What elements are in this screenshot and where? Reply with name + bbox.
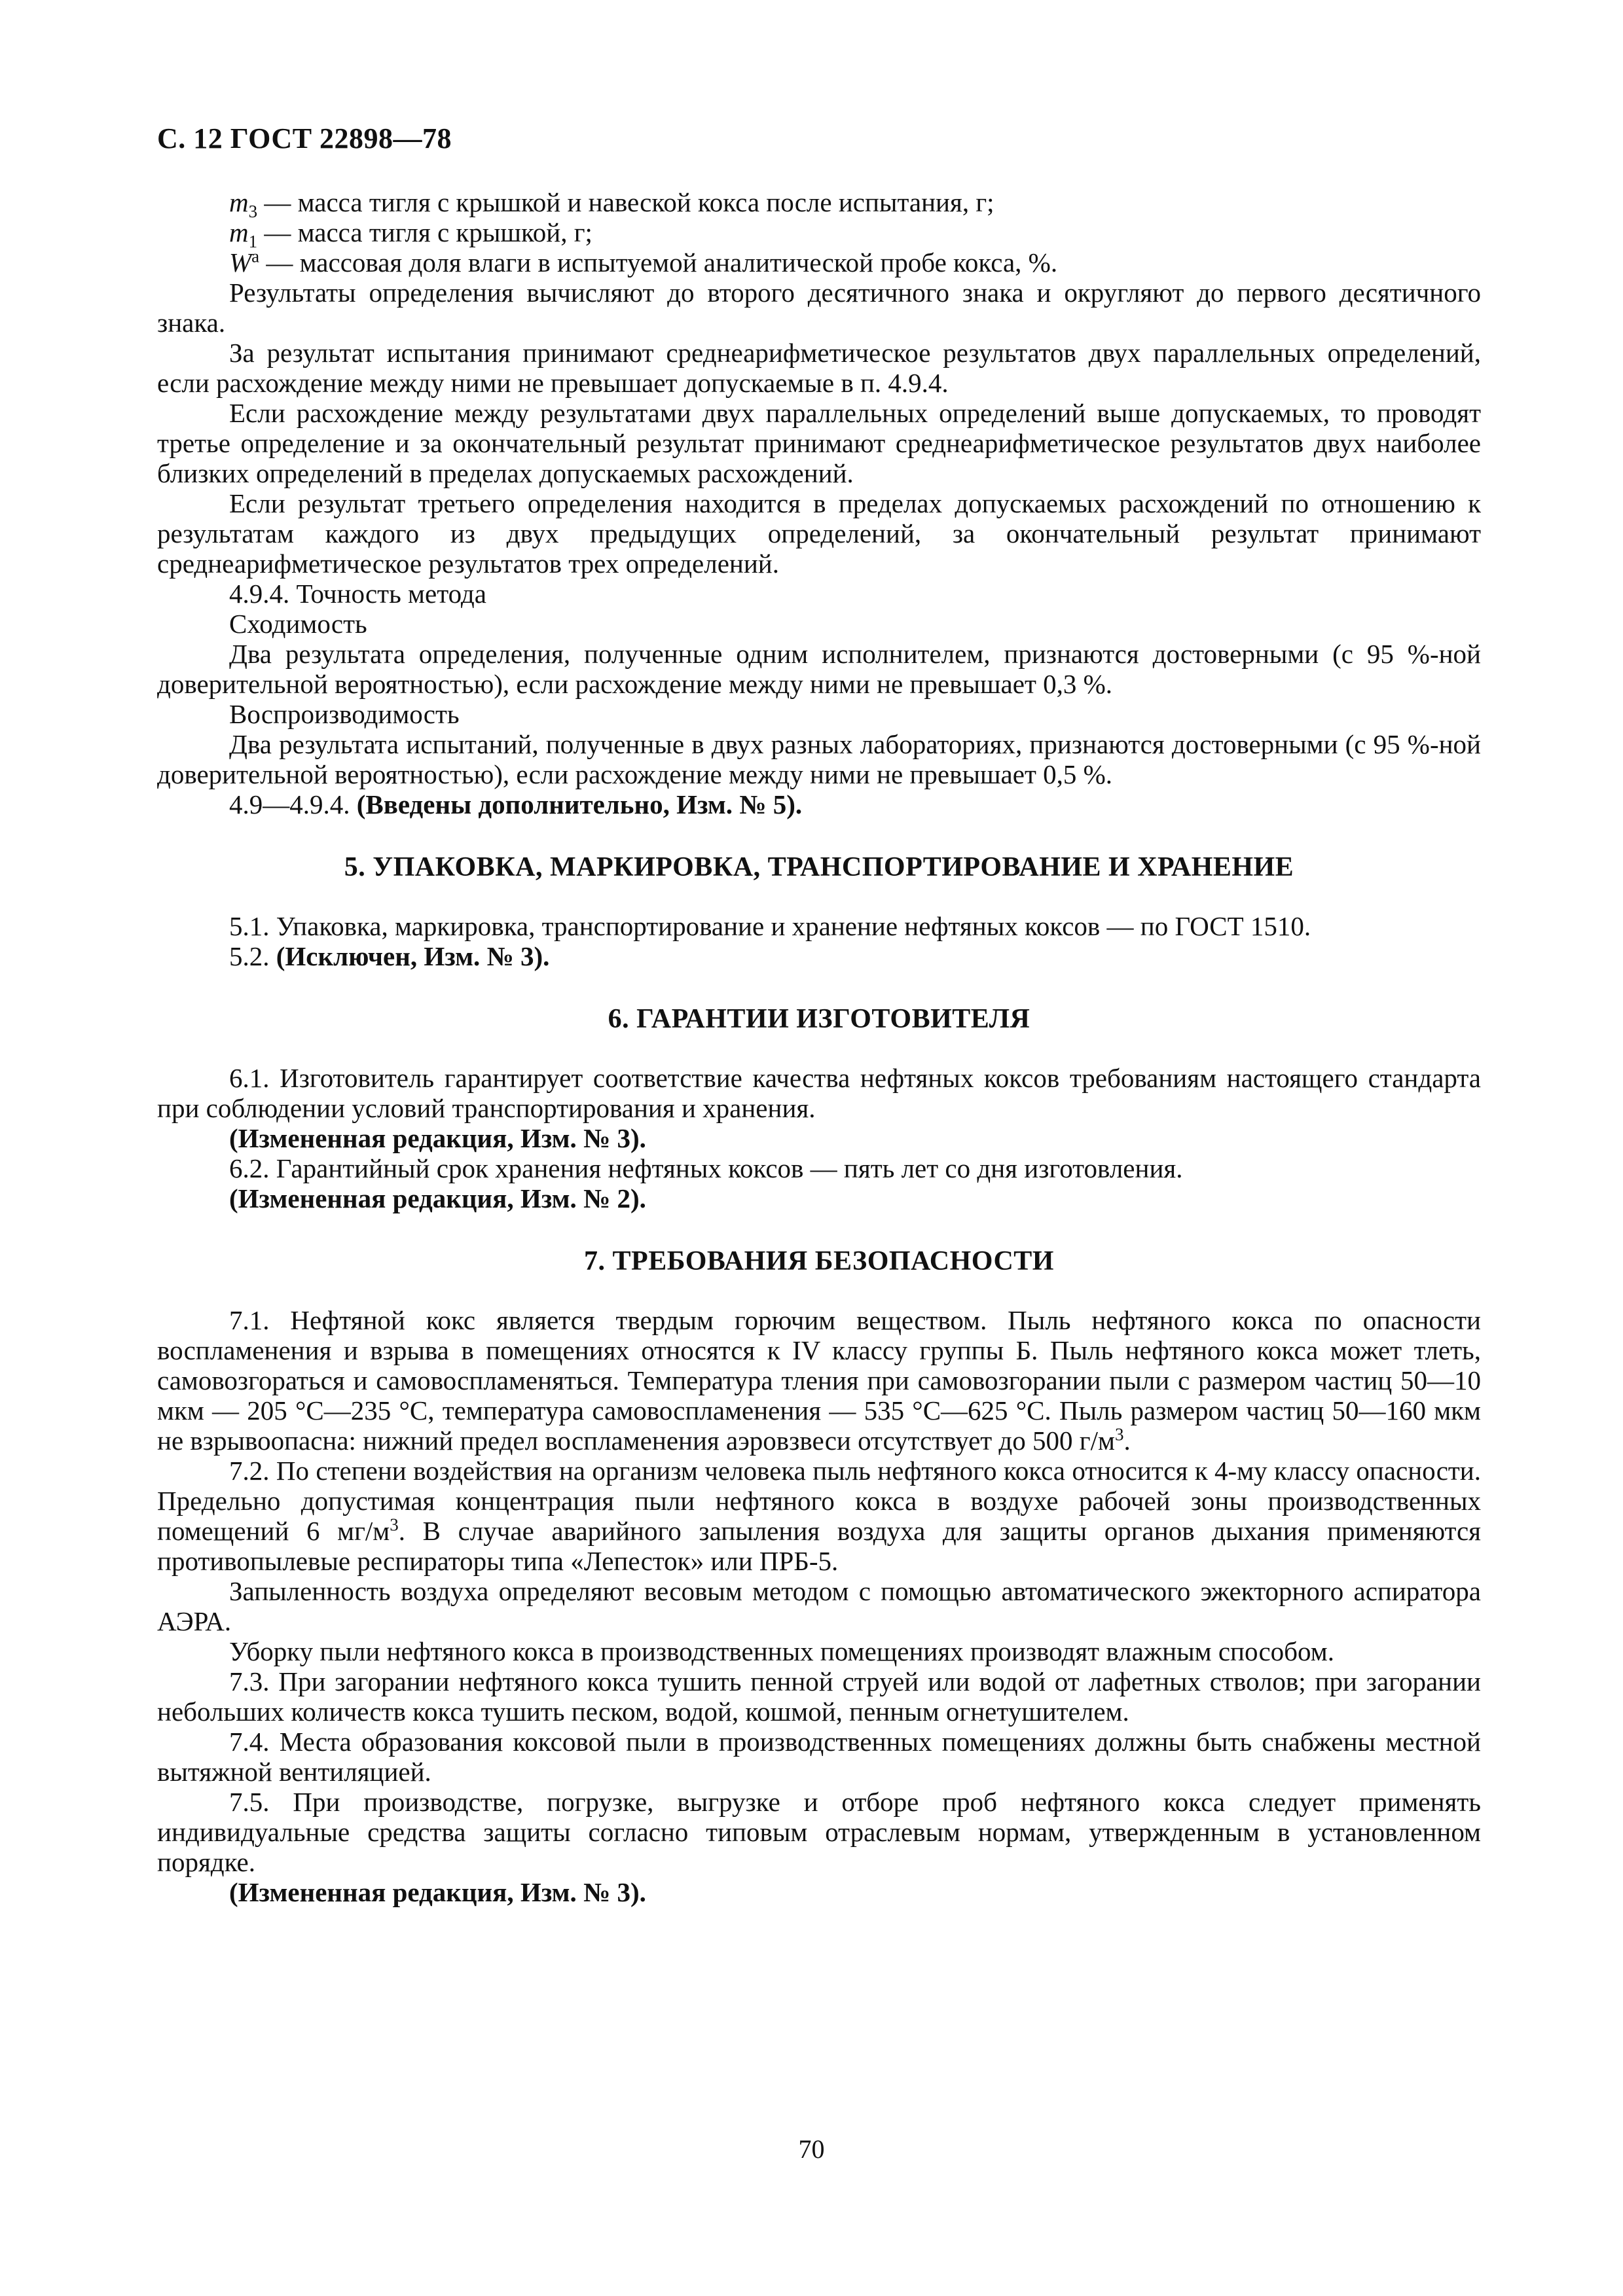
symbol-w: W <box>229 247 252 278</box>
amendment-text: (Исключен, Изм. № 3). <box>276 941 550 971</box>
amendment-note: (Измененная редакция, Изм. № 3). <box>229 1123 646 1153</box>
definition-text: — массовая доля влаги в испытуемой аналитической пробе кокса, %. <box>259 247 1058 278</box>
definition-wa <box>157 247 1481 278</box>
paragraph <box>157 1305 1481 1456</box>
amendment-note: (Измененная редакция, Изм. № 3). <box>229 1877 646 1907</box>
paragraph: Два результата определения, полученные одним исполнителем, признаются достоверными (с 95 %-ной доверительной вероятностью), если расхождение между ними не превышает 0,3 %. <box>157 639 1481 699</box>
superscript: 3 <box>390 1515 399 1535</box>
subheading-reproducibility: Воспроизводимость <box>229 699 460 729</box>
superscript: 3 <box>1114 1424 1124 1444</box>
document-body <box>157 187 1481 1907</box>
symbol-m: m <box>229 187 249 217</box>
amendment-text: (Введены дополнительно, Изм. № 5). <box>356 789 803 819</box>
subheading-convergence: Сходимость <box>229 609 367 639</box>
paragraph <box>157 1456 1481 1576</box>
section-heading-6: 6. ГАРАНТИИ ИЗГОТОВИТЕЛЯ <box>608 1004 1030 1034</box>
paragraph-text-end: . <box>1123 1426 1131 1456</box>
paragraph: 7.4. Места образования коксовой пыли в производственных помещениях должны быть снабжены местной вытяжной вентиляцией. <box>157 1727 1481 1787</box>
amendment-prefix: 5.2. <box>229 941 276 971</box>
clause-heading: 4.9.4. Точность метода <box>229 579 486 609</box>
page-number: 70 <box>798 2134 825 2164</box>
paragraph: Запыленность воздуха определяют весовым методом с помощью автоматического эжекторного аспиратора АЭРА. <box>157 1576 1481 1636</box>
definition-text: — масса тигля с крышкой, г; <box>257 217 593 247</box>
paragraph: Два результата испытаний, полученные в двух разных лабораториях, признаются достоверными (с 95 %-ной доверительной вероятностью), если расхождение между ними не превышает 0,5 %. <box>157 729 1481 789</box>
paragraph: 6.2. Гарантийный срок хранения нефтяных коксов — пять лет со дня изготовления. <box>229 1153 1183 1183</box>
paragraph: 5.1. Упаковка, маркировка, транспортирование и хранение нефтяных коксов — по ГОСТ 1510. <box>229 911 1311 941</box>
amendment-prefix: 4.9—4.9.4. <box>229 789 357 819</box>
symbol-m: m <box>229 217 249 247</box>
amendment-note <box>157 941 1481 971</box>
definition-m1 <box>157 217 1481 252</box>
definition-m3 <box>157 187 1481 222</box>
paragraph: 6.1. Изготовитель гарантирует соответствие качества нефтяных коксов требованиям настоящего стандарта при соблюдении условий транспортирования и хранения. <box>157 1063 1481 1123</box>
paragraph-text: 7.2. По степени воздействия на организм человека пыль нефтяного кокса относится к 4-му классу опасности. Предельно допустимая концентрация пыли нефтяного кокса в воздухе рабочей зоны производственных помещений 6 мг/м <box>157 1456 1481 1546</box>
paragraph: За результат испытания принимают среднеарифметическое результатов двух параллельных определений, если расхождение между ними не превышает допускаемые в п. 4.9.4. <box>157 338 1481 398</box>
paragraph: Уборку пыли нефтяного кокса в производственных помещениях производят влажным способом. <box>229 1636 1334 1666</box>
subscript: 3 <box>248 202 258 222</box>
definition-text: — масса тигля с крышкой и навеской кокса после испытания, г; <box>257 187 994 217</box>
paragraph: 7.5. При производстве, погрузке, выгрузке и отборе проб нефтяного кокса следует применять индивидуальные средства защиты согласно типовым отраслевым нормам, утвержденным в установленном порядке. <box>157 1787 1481 1877</box>
page-header: С. 12 ГОСТ 22898—78 <box>157 122 452 154</box>
amendment-note <box>157 789 1481 819</box>
amendment-note: (Измененная редакция, Изм. № 2). <box>229 1183 646 1213</box>
section-heading-7: 7. ТРЕБОВАНИЯ БЕЗОПАСНОСТИ <box>584 1246 1054 1276</box>
subscript: 1 <box>248 232 258 252</box>
superscript: a <box>251 246 260 266</box>
paragraph: Результаты определения вычисляют до второго десятичного знака и округляют до первого десятичного знака. <box>157 278 1481 338</box>
paragraph: 7.3. При загорании нефтяного кокса тушить пенной струей или водой от лафетных стволов; при загорании небольших количеств кокса тушить песком, водой, кошмой, пенным огнетушителем. <box>157 1666 1481 1727</box>
section-heading-5: 5. УПАКОВКА, МАРКИРОВКА, ТРАНСПОРТИРОВАНИЕ И ХРАНЕНИЕ <box>344 852 1294 882</box>
paragraph-text-end: . В случае аварийного запыления воздуха для защиты органов дыхания применяются противопылевые респираторы типа «Лепесток» или ПРБ-5. <box>157 1516 1482 1576</box>
paragraph: Если расхождение между результатами двух параллельных определений выше допускаемых, то проводят третье определение и за окончательный результат принимают среднеарифметическое результатов двух наиболее близких определений в пределах допускаемых расхождений. <box>157 398 1481 488</box>
paragraph-text: 7.1. Нефтяной кокс является твердым горючим веществом. Пыль нефтяного кокса по опасности воспламенения и взрыва в помещениях относятся к IV классу группы Б. Пыль нефтяного кокса может тлеть, самовозгораться и самовоспламеняться. Температура тления при самовозгорании пыли с размером частиц 50—10 мкм — 205 °С—235 °С, температура самовоспламенения — 535 °С—625 °С. Пыль размером частиц 50—160 мкм не взрывоопасна: нижний предел воспламенения аэровзвеси отсутствует до 500 г/м <box>157 1305 1481 1456</box>
paragraph: Если результат третьего определения находится в пределах допускаемых расхождений по отношению к результатам каждого из двух предыдущих определений, за окончательный результат принимают среднеарифметическое результатов трех определений. <box>157 488 1481 579</box>
